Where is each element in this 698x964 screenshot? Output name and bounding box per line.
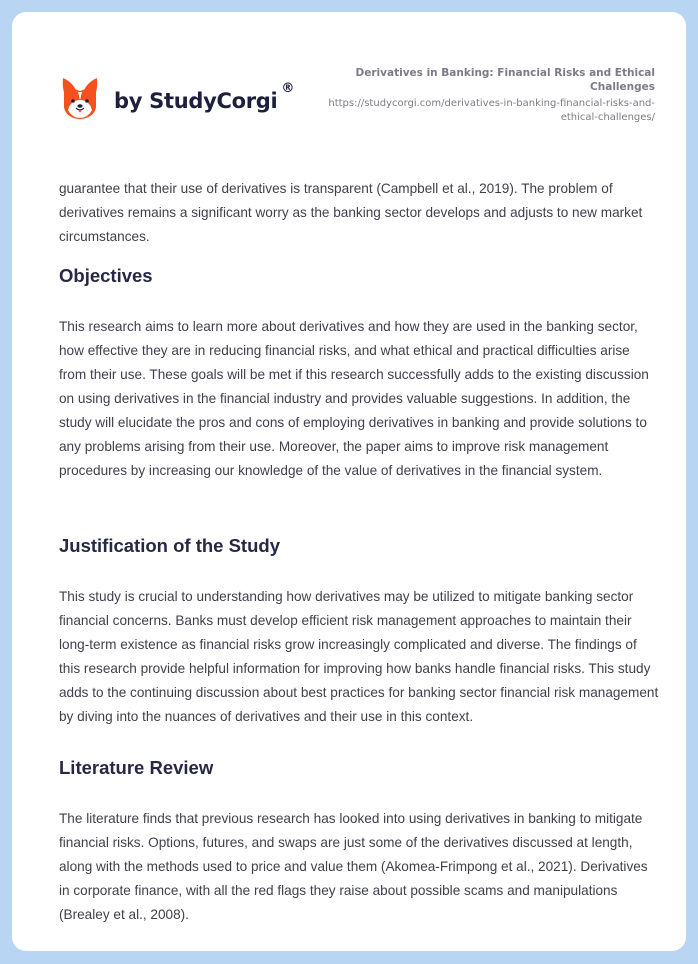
registered-mark: ® <box>281 80 295 96</box>
section-body-literature-review: The literature finds that previous research has looked into using derivatives in banking to mitigate financial risks. Options, futures, and swaps are just some of the derivatives discussed at length, along with the methods used to price and value them (Akomea-Frimpong et al., 2021). Derivatives in corporate finance, with all the red flags they raise about possible scams and manipulations (Brealey et al., 2008). <box>59 811 648 922</box>
document-card <box>12 12 686 951</box>
section-body-objectives: This research aims to learn more about derivatives and how they are used in the banking sector, how effective they are in reducing financial risks, and what ethical and practical difficulties arise from their use. These goals will be met if this research successfully adds to the existing discussion on using derivatives in the financial industry and provides valuable suggestions. In addition, the study will elucidate the pros and cons of employing derivatives in banking and provide solutions to any problems arising from their use. Moreover, the paper aims to improve risk management procedures by increasing our knowledge of the value of derivatives in the financial system. <box>59 319 649 478</box>
section-heading-justification: Justification of the Study <box>59 535 280 556</box>
section-heading-objectives: Objectives <box>59 265 153 286</box>
document-url[interactable]: https://studycorgi.com/derivatives-in-banking-financial-risks-and-ethical-challenges/ <box>328 98 655 123</box>
studycorgi-logo[interactable] <box>60 76 294 120</box>
intro-paragraph: guarantee that their use of derivatives is transparent (Campbell et al., 2019). The problem of derivatives remains a significant worry as the banking sector develops and adjusts to new market circumstances. <box>59 181 643 244</box>
document-title: Derivatives in Banking: Financial Risks and Ethical Challenges <box>355 67 655 93</box>
brand-name: by StudyCorgi <box>114 89 278 113</box>
section-body-justification: This study is crucial to understanding how derivatives may be utilized to mitigate banking sector financial concerns. Banks must develop efficient risk management approaches to maintain their long-term existence as financial risks grow increasingly complicated and diverse. The findings of this research provide helpful information for improving how banks handle financial risks. This study adds to the continuing discussion about best practices for banking sector financial risk management by diving into the nuances of derivatives and their use in this context. <box>59 589 659 724</box>
page-header <box>12 12 686 162</box>
section-heading-literature-review: Literature Review <box>59 757 214 778</box>
document-meta <box>305 66 655 124</box>
corgi-logo-icon <box>60 76 100 120</box>
